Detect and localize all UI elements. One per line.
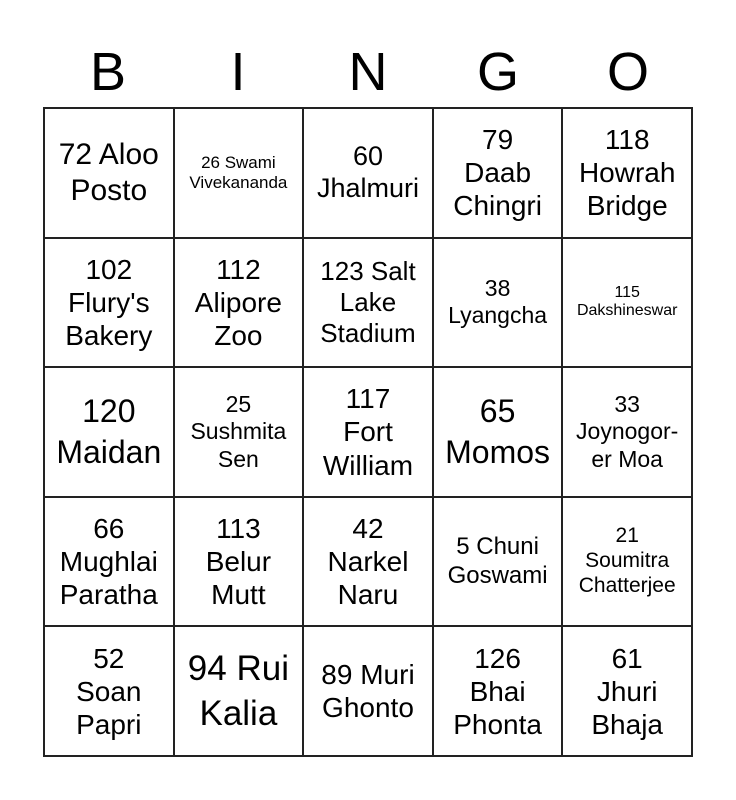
bingo-cell: 60 Jhalmuri bbox=[303, 108, 433, 238]
header-letter-b: B bbox=[89, 42, 127, 102]
bingo-cell: 94 Rui Kalia bbox=[174, 626, 304, 756]
bingo-cell: 118 Howrah Bridge bbox=[562, 108, 692, 238]
header-letter-i: I bbox=[230, 42, 246, 102]
bingo-cell: 38 Lyangcha bbox=[433, 238, 563, 368]
bingo-cell: 126 Bhai Phonta bbox=[433, 626, 563, 756]
bingo-header bbox=[43, 40, 693, 105]
header-letter-n: N bbox=[348, 42, 388, 102]
bingo-cell: 113 Belur Mutt bbox=[174, 497, 304, 627]
bingo-cell: 33 Joynogor- er Moa bbox=[562, 367, 692, 497]
bingo-cell: 66 Mughlai Paratha bbox=[44, 497, 174, 627]
bingo-cell: 89 Muri Ghonto bbox=[303, 626, 433, 756]
bingo-cell: 72 Aloo Posto bbox=[44, 108, 174, 238]
bingo-cell: 117 Fort William bbox=[303, 367, 433, 497]
bingo-cell: 61 Jhuri Bhaja bbox=[562, 626, 692, 756]
bingo-cell: 65 Momos bbox=[433, 367, 563, 497]
bingo-cell: 112 Alipore Zoo bbox=[174, 238, 304, 368]
header-letter-o: O bbox=[606, 42, 649, 102]
bingo-cell: 123 Salt Lake Stadium bbox=[303, 238, 433, 368]
header-letter-g: G bbox=[476, 42, 519, 102]
bingo-cell: 42 Narkel Naru bbox=[303, 497, 433, 627]
bingo-cell: 115 Dakshineswar bbox=[562, 238, 692, 368]
bingo-grid bbox=[43, 107, 693, 757]
bingo-cell: 120 Maidan bbox=[44, 367, 174, 497]
bingo-cell: 52 Soan Papri bbox=[44, 626, 174, 756]
bingo-cell: 25 Sushmita Sen bbox=[174, 367, 304, 497]
bingo-cell: 102 Flury's Bakery bbox=[44, 238, 174, 368]
bingo-cell: 26 Swami Vivekananda bbox=[174, 108, 304, 238]
bingo-cell: 5 Chuni Goswami bbox=[433, 497, 563, 627]
bingo-cell: 79 Daab Chingri bbox=[433, 108, 563, 238]
bingo-cell: 21 Soumitra Chatterjee bbox=[562, 497, 692, 627]
